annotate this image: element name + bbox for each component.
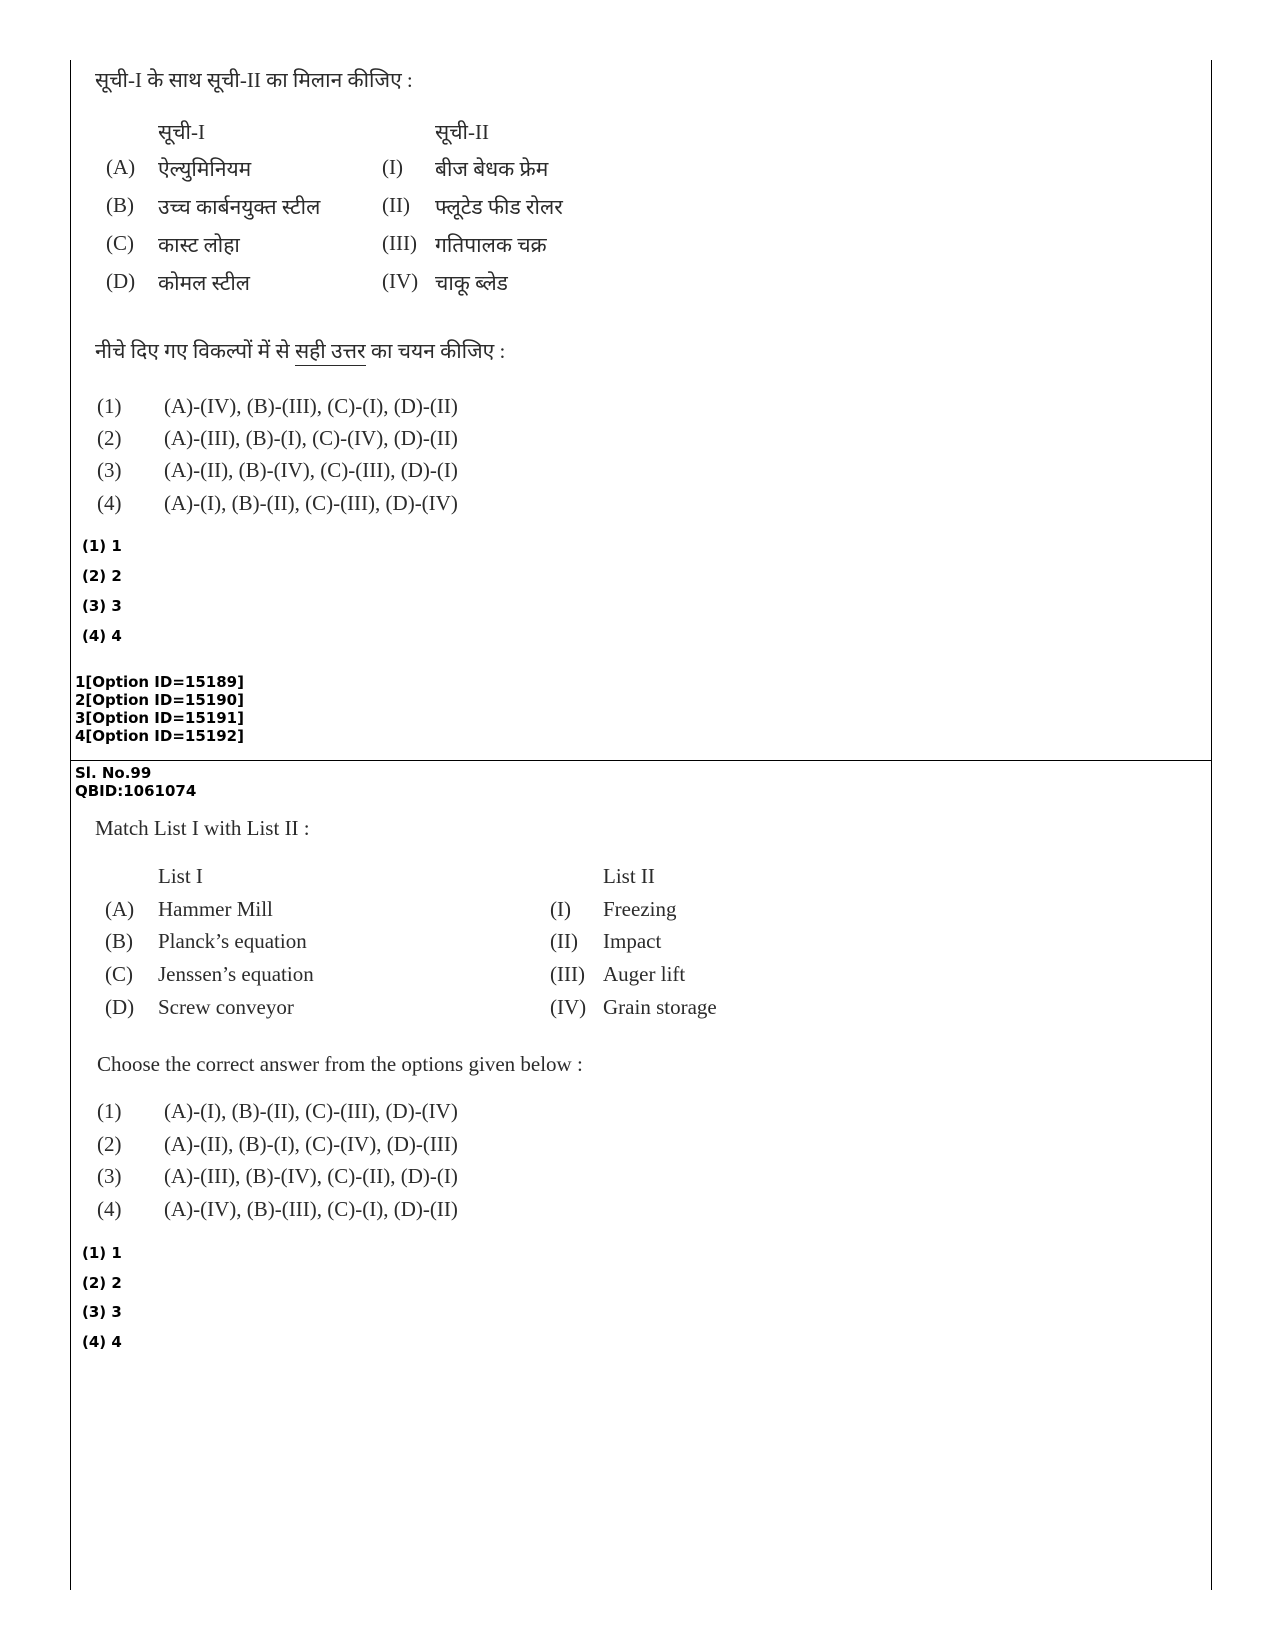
q99-list2-item: Grain storage bbox=[603, 995, 717, 1019]
q98-list2-key: (IV) bbox=[382, 269, 419, 293]
q98-list2-key: (I) bbox=[382, 155, 403, 179]
q99-option-text: (A)-(I), (B)-(II), (C)-(III), (D)-(IV) bbox=[164, 1099, 458, 1123]
q99-list1-key: (D) bbox=[105, 995, 135, 1019]
q99-list1-key: (C) bbox=[105, 962, 133, 986]
q98-option-number: (4) bbox=[97, 491, 122, 515]
q99-option-number: (4) bbox=[97, 1197, 122, 1221]
q99-list2-item: Auger lift bbox=[603, 962, 686, 986]
q98-list2-item: गतिपालक चक्र bbox=[435, 233, 547, 257]
q99-list1-key: (A) bbox=[105, 897, 135, 921]
q98-option-text: (A)-(II), (B)-(IV), (C)-(III), (D)-(I) bbox=[164, 458, 458, 482]
q98-list2-header: सूची-II bbox=[435, 120, 489, 144]
q98-list1-key: (A) bbox=[106, 155, 136, 179]
q99-list2-key: (II) bbox=[550, 929, 578, 953]
q99-list1-item: Hammer Mill bbox=[158, 897, 273, 921]
q99-option-text: (A)-(II), (B)-(I), (C)-(IV), (D)-(III) bbox=[164, 1132, 458, 1156]
q98-choose-underlined: सही उत्तर bbox=[295, 339, 366, 366]
q98-list1-item: कोमल स्टील bbox=[158, 271, 251, 295]
q99-answer-choice[interactable]: (4) 4 bbox=[82, 1333, 122, 1351]
q98-option-id: 3[Option ID=15191] bbox=[75, 709, 244, 727]
q99-answer-choice[interactable]: (2) 2 bbox=[82, 1274, 122, 1292]
q99-qbid: QBID:1061074 bbox=[75, 782, 197, 800]
q99-list2-header: List II bbox=[603, 864, 655, 888]
q99-list1-item: Screw conveyor bbox=[158, 995, 294, 1019]
q99-option-number: (3) bbox=[97, 1164, 122, 1188]
q98-option-id: 1[Option ID=15189] bbox=[75, 673, 244, 691]
q99-list1-item: Planck’s equation bbox=[158, 929, 307, 953]
q99-list2-key: (IV) bbox=[550, 995, 587, 1019]
q99-list2-key: (III) bbox=[550, 962, 585, 986]
q98-option-text: (A)-(I), (B)-(II), (C)-(III), (D)-(IV) bbox=[164, 491, 458, 515]
q98-option-text: (A)-(IV), (B)-(III), (C)-(I), (D)-(II) bbox=[164, 394, 458, 418]
q98-list1-header: सूची-I bbox=[158, 120, 205, 144]
q98-list2-item: बीज बेधक फ्रेम bbox=[435, 157, 549, 181]
q98-answer-choice[interactable]: (2) 2 bbox=[82, 567, 122, 585]
q98-prompt: सूची-I के साथ सूची-II का मिलान कीजिए : bbox=[95, 68, 413, 92]
q98-list1-key: (B) bbox=[106, 193, 134, 217]
q99-list2-item: Freezing bbox=[603, 897, 677, 921]
q98-option-id: 4[Option ID=15192] bbox=[75, 727, 244, 745]
q98-answer-choice[interactable]: (1) 1 bbox=[82, 537, 122, 555]
q98-option-id: 2[Option ID=15190] bbox=[75, 691, 244, 709]
q99-serial-number: Sl. No.99 bbox=[75, 764, 152, 782]
q99-list2-key: (I) bbox=[550, 897, 571, 921]
q99-prompt: Match List I with List II : bbox=[95, 816, 310, 840]
q99-list2-item: Impact bbox=[603, 929, 662, 953]
q98-list2-key: (II) bbox=[382, 193, 410, 217]
q98-choose-instruction bbox=[95, 337, 505, 365]
q99-list1-item: Jenssen’s equation bbox=[158, 962, 314, 986]
q98-option-number: (1) bbox=[97, 394, 122, 418]
q98-option-number: (3) bbox=[97, 458, 122, 482]
q99-option-text: (A)-(III), (B)-(IV), (C)-(II), (D)-(I) bbox=[164, 1164, 458, 1188]
q98-list2-key: (III) bbox=[382, 231, 417, 255]
q99-list1-header: List I bbox=[158, 864, 203, 888]
q98-list1-item: ऐल्युमिनियम bbox=[158, 157, 252, 181]
q99-choose-instruction: Choose the correct answer from the options given below : bbox=[97, 1052, 583, 1076]
q98-choose-pre: नीचे दिए गए विकल्पों में से bbox=[95, 339, 295, 363]
q98-list1-item: उच्च कार्बनयुक्त स्टील bbox=[158, 195, 321, 219]
q98-choose-post: का चयन कीजिए : bbox=[365, 339, 506, 363]
q99-option-number: (1) bbox=[97, 1099, 122, 1123]
q98-option-number: (2) bbox=[97, 426, 122, 450]
q98-option-text: (A)-(III), (B)-(I), (C)-(IV), (D)-(II) bbox=[164, 426, 458, 450]
q98-list2-item: चाकू ब्लेड bbox=[435, 271, 508, 295]
q98-list1-key: (C) bbox=[106, 231, 134, 255]
q99-option-text: (A)-(IV), (B)-(III), (C)-(I), (D)-(II) bbox=[164, 1197, 458, 1221]
q99-list1-key: (B) bbox=[105, 929, 133, 953]
q98-list1-item: कास्ट लोहा bbox=[158, 233, 240, 257]
question-divider bbox=[70, 760, 1212, 761]
q98-answer-choice[interactable]: (3) 3 bbox=[82, 597, 122, 615]
q99-answer-choice[interactable]: (1) 1 bbox=[82, 1244, 122, 1262]
q98-answer-choice[interactable]: (4) 4 bbox=[82, 627, 122, 645]
q98-list1-key: (D) bbox=[106, 269, 136, 293]
q98-list2-item: फ्लूटेड फीड रोलर bbox=[435, 195, 563, 219]
q99-answer-choice[interactable]: (3) 3 bbox=[82, 1303, 122, 1321]
q99-option-number: (2) bbox=[97, 1132, 122, 1156]
